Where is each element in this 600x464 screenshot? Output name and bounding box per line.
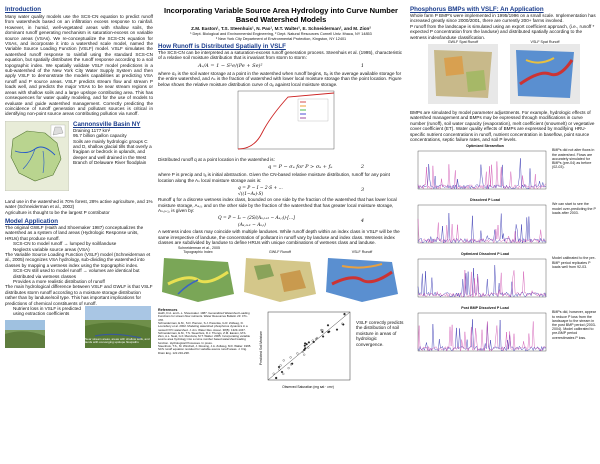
- basin-extra-item: Land use in the watershed is 70% forest, 28% active agriculture, and 1% water (Schneiderman et al., 2002): [5, 198, 153, 210]
- chart-frame: [418, 151, 546, 189]
- chart-note: BMPs did not alter flows in the watershed. Flows are accurately simulated for BMPs (pre-04) as before (02-03).: [552, 148, 595, 170]
- vslf-map-svg: [322, 254, 402, 304]
- photo-caption: Near stream areas, areas with shallow soils, and lands with converging upslope flowpaths: [85, 337, 150, 345]
- timeseries-chart: [410, 144, 596, 198]
- pforms-maps: [410, 40, 596, 108]
- maps-caption: Schneiderman et al., 2005: [178, 245, 220, 250]
- model-bullet: Neglects variable source areas (VSA): [13, 246, 90, 252]
- scatter-point: [322, 331, 324, 333]
- model-p3: The main hydrological difference between VSLF and GWLF is that VSLF distributes storm runoff according to a moisture storage distribution rather than by landuse/soil type. This has important implications for predictions of chemical constituents of runoff.: [5, 284, 153, 306]
- basin-bullets: [73, 128, 153, 166]
- scatter-point: [278, 366, 280, 368]
- column-right: [410, 6, 596, 364]
- model-bullet: Provides a more realistic distribution of runoff: [13, 279, 105, 284]
- chart-title: Post BMP Dissolved P Load: [461, 306, 509, 311]
- basin-bullet: Soils are mainly hydrologic groups C and D, shallow glacial tills that overly a fragipan or bedrock in uplands, and deeper and well drained in the West Branch of Delaware River floodplain: [73, 138, 152, 166]
- pforms-p2: P runoff from the landscape is simulated using an export coefficient approach, (i.e., runoff * expected P concentration from the landuse) and distributed spatially according to the wetness index/landuse classification.: [410, 23, 595, 40]
- pforms-heading: Phosphorus BMPs with VSLF: An Application: [410, 6, 544, 13]
- map-label: GWLF Spat Runoff: [447, 40, 479, 45]
- basin-map-figure: [5, 121, 69, 191]
- scatter-point: [327, 331, 329, 333]
- howfunc-heading: How Runoff is Distributed Spatially in VSLF: [158, 43, 286, 50]
- eq4-row: [158, 213, 404, 229]
- pforms-p3: BMPs are simulated by model parameter adjustments. For example, hydrologic effects of watershed management and BMPs may be expressed through modifications in curve number (runoff), soil water capacity (evaporation), melt coefficient (snowmelt) or vegetative cover coefficient (ET). Water quality effects of BMPs are expressed by modifying HRU-specific nutrient concentrations in runoff, nutrient concentration in baseflow, point source concentrations, septic failure rates, and soil P levels.: [410, 110, 595, 143]
- column-left: [5, 6, 153, 350]
- scatter-point: [304, 342, 306, 344]
- moisture-curve-figure: [158, 87, 404, 157]
- affiliation2: ² New York City Department of Environmental Protection, Kingston, NY 12401: [215, 37, 347, 41]
- gwlf-map-svg: [240, 254, 320, 304]
- howfunc-p3: Distributed runoff q at a point location in the watershed is:: [158, 157, 275, 163]
- chart-plot: [410, 311, 548, 359]
- calib-xlabel: Observed Saturation (mg sat · cm³): [282, 384, 334, 389]
- basin-extra-item: Agriculture is thought to be the largest P contributor: [5, 209, 110, 215]
- equation-4: [218, 214, 338, 228]
- map-vslf: [322, 250, 402, 309]
- scatter-point: [304, 347, 306, 349]
- equation-2-number: 2: [360, 164, 364, 171]
- chart-plot: [410, 203, 548, 251]
- model-bullet: SCS-CN still used to model runoff → volumes are identical but distributed via wetness classes: [13, 268, 140, 279]
- timeseries-chart: [410, 198, 596, 252]
- references: [158, 308, 253, 355]
- basin-extra: [5, 199, 153, 215]
- poster-title-line2: Based Watershed Models: [235, 15, 327, 24]
- moisture-curve-svg: [228, 87, 338, 157]
- timeseries-charts: [410, 144, 596, 364]
- gwlf-spat-svg: [428, 44, 498, 104]
- equation-4-number: 4: [360, 218, 364, 225]
- vslf-spat-map: [510, 40, 580, 109]
- basin-section: [5, 121, 153, 199]
- references-heading: References: [158, 307, 178, 312]
- references-and-validation: [158, 308, 404, 394]
- model-b2: [13, 268, 153, 284]
- equation-2: q = P − σₑ for P > σₑ + fₑ: [268, 164, 333, 171]
- map-label: VSLF Spat Runoff: [530, 40, 560, 45]
- howfunc-p1: The SCS-CN can be interpreted as a saturation-excess runoff generation process. Steenhuis et al. (1995), characteristic of a relative soil moisture distribution that is invariant from storm to storm:: [158, 50, 403, 61]
- basin-heading: Cannonsville Basin NY: [73, 120, 141, 128]
- calibration-scatter: [258, 308, 354, 392]
- eq3-row: [158, 183, 404, 197]
- basin-bullet: Draining 1177 km²: [73, 127, 111, 133]
- validation-text: VSLF correctly predicts the distribution of soil moisture in areas of hydrologic convergence.: [356, 319, 404, 347]
- howfunc-p6: A wetness index class may coincide with multiple landuses. While runoff depth within an index class in VSLF will be the same irrespective of landuse, the concentration of pollutant in runoff vary by landuse and index class. Wetness index classes are subdivided by landuse to define HRUs with unique combinations of wetness class and landuse.: [158, 229, 400, 246]
- intro-heading: Introduction: [5, 6, 42, 13]
- chart-title: Optimized Dissolved P Load: [460, 252, 510, 257]
- gwlf-spat-map: [428, 40, 498, 109]
- equation-1: Aᵥ/A = 1 − S²e/(Pe + Se)²: [198, 62, 263, 69]
- scatter-point: [322, 335, 324, 337]
- topographic-map-svg: [158, 254, 238, 304]
- intro-body: Many water quality models use the SCS-CN equation to predict runoff from watersheds based on an infiltration excess response to rainfall. However, in humid, well-vegetated areas with shallow soils, the dominant runoff generating mechanism is saturation-excess on variable source areas (VSAs). We re-conceptualize the SCS-CN equation for VSAs, and incorporate it into a watershed scale model, named the Variable Source Loading Function (VSLF) model. VSLF simulates the watershed runoff response to rainfall using the standard SCS-CN equation, but spatially distributes the runoff response according to a soil topographic index. We spatially validate VSLF model predictions in a sub-watershed of the New York City Water Supply System and then apply VSLF to demonstrate the models capabilities at predicting VSA runoff and P source areas. VSLF predicts stream flow and stream P loads well, and predicts the major VSAs to be near stream regions or areas with shallow soils and a large upslope contributing area. This has consequences for water quality modeling, and for the use of models to evaluate and guide watershed management. Correctly predicting the coincidence of runoff generation and pollutant sources is critical in identifying non-point source areas contributing pollution via runoff.: [5, 14, 153, 117]
- model-b3: [13, 306, 83, 317]
- eq2-row: [158, 162, 404, 172]
- basin-bullet: 95.7 billion gallon capacity: [73, 133, 127, 139]
- timeseries-chart: [410, 252, 596, 306]
- map-label: VSLF Runoff: [351, 249, 373, 254]
- timeseries-chart: [410, 306, 596, 360]
- chart-note: BMPs did, however, appear to reduce P loss from the landscape to the stream in the post BMP period (2003-2004). Model calibrated to pre-BMP period overestimates P loss.: [552, 310, 596, 340]
- equation-3-number: 3: [360, 187, 364, 194]
- vslf-spat-svg: [510, 44, 580, 104]
- svg-text:Q = P − Iₐ − (2S/(Aₛ,ᵢ₊₁ − Aₛ,: Q = P − Iₐ − (2S/(Aₛ,ᵢ₊₁ − Aₛ,ᵢ))·[...]: [218, 216, 295, 222]
- equation-3: [238, 184, 328, 196]
- calib-ylabel: Predicted Soil Moisture: [259, 330, 263, 365]
- scatter-point: [304, 345, 306, 347]
- affiliation1: ¹ Dept. Biological and Environmental Engineering, ² Dept. Natural Resources Cornell Univ. Ithaca, NY 14853: [190, 32, 372, 36]
- field-photo-1: [5, 320, 45, 348]
- model-bullet: SCS-CN to model runoff → lumped by soil/landuse: [13, 241, 117, 247]
- chart-note: We can start to see the model over-predicting the P loads after 2003.: [552, 202, 596, 215]
- chart-plot: [410, 149, 548, 197]
- scatter-point: [336, 329, 338, 331]
- chart-title: Optimized Streamflow: [466, 144, 504, 149]
- map-gwlf: [240, 250, 320, 309]
- poster-title-line1: Incorporating Variable Source Area Hydrology into Curve Number: [164, 6, 398, 15]
- eq1-row: [158, 61, 404, 71]
- model-bullet: Nutrient loss in VSLF is predicted using extraction coefficients: [13, 306, 81, 317]
- scatter-point: [308, 341, 310, 343]
- equation-1-number: 1: [360, 62, 364, 69]
- authors: Z.M. Easton¹, T.S. Steenhuis¹, N. Pao¹, M.T. Walter¹, E. Schneiderman², and M. Zion²: [191, 26, 371, 31]
- model-p1: The original GWLF (Haith and Shoemaker 1987) conceptualizes the watershed as a system of land areas (Hydrologic Response units, HRUs) that produce runoff.: [5, 224, 144, 241]
- howfunc-p5: Runoff q for a discrete wetness index class, bounded on one side by the fraction of the watershed that has lower local moisture storage, Aₛ,ᵢ, and on the other side by the fraction of the watershed that has greater local moisture storage, Aₛ,ᵢ₊₁, is given by:: [158, 197, 397, 214]
- howfunc-p2: where σₑ is the soil water storage at a point in the watershed when runoff begins, Sₑ is the average available storage for the entire watershed, and Aₛ is the fraction of watershed with lower local moisture storage than the point location. Figure below shows the relative moisture distribution curve of σₑ against local moisture storage.: [158, 70, 402, 87]
- scatter-point: [275, 377, 277, 379]
- references-list: Haith, D.A. and L.L. Shoemaker. 1987. Generalized Watershed Loading Functions for stream flow nutrients. Water Resources Bulletin 23: 471-478. Schneiderman, E.M., S.D. Pierson, S.J. Pacenka, G.R. Zollweg, D. Lounsbury et al. 2002. Modeling watershed phosphorus dynamics in a nested NYC watershed. J. Am. Water Res. Assoc. 38(5): 1323-1347. Schneiderman, E.M., T.S. Steenhuis, D.J. Thongs, Z.M. Easton, M.S. Zion, A.L. Neal, G.F. Mendoza, M.T. Walter. 2005. Incorporating variable source area hydrology into a curve number based watershed loading function. Hydrological Processes. In press. Steenhuis, T.S., M. Winchell, J. Rossing, J.A. Zollweg, M.F. Walter. 1995. SCS runoff equation revisited for variable-source runoff areas. J. Irrig. Drain Eng. 121:234-238.: [158, 311, 252, 355]
- column-center: [158, 6, 404, 394]
- model-p2: The Variable Source Loading Function (VSLF) model (Schneiderman et al., 2005) recognizes VSA hydrology, sub-dividing the watershed into classes by mapping a wetness index using the topographic index.: [5, 251, 151, 268]
- model-heading: Model Application: [5, 217, 59, 225]
- svg-text:(Aₛ,ᵢ₊₁ − Aₛ,ᵢ): (Aₛ,ᵢ₊₁ − Aₛ,ᵢ): [238, 223, 266, 229]
- svg-text:q = P − I − 2·S + ...: q = P − I − 2·S + ...: [238, 186, 283, 192]
- scatter-point: [281, 371, 283, 373]
- pforms-p1: Whole farm P BMP's were implemented in 1995/1996 on a small scale. Implementation has increased greatly since 2000/2001, there are currently 200+ farms involved.: [410, 13, 596, 24]
- chart-title: Dissolved P Load: [470, 198, 500, 203]
- map-label: GWLF Runoff: [269, 249, 291, 254]
- howfunc-p4: where P is precip and Iₐ is initial abstraction. Given the CN-based relative moisture distribution, runoff for any point location along the Aₛ local moisture storage axis is:: [158, 172, 390, 183]
- map-topographic: [158, 250, 238, 309]
- chart-note: Model calibrated to the pre-BMP period replicates P loads well from 92-03.: [552, 256, 596, 269]
- runoff-maps: [158, 250, 404, 308]
- model-b1: [13, 241, 153, 252]
- scatter-point: [327, 324, 329, 326]
- model-bottom: [5, 306, 153, 350]
- chart-plot: [410, 257, 548, 305]
- svg-text:√((1−Aₛ)·S): √((1−Aₛ)·S): [238, 192, 264, 197]
- map-label: Topographic Index: [183, 249, 213, 254]
